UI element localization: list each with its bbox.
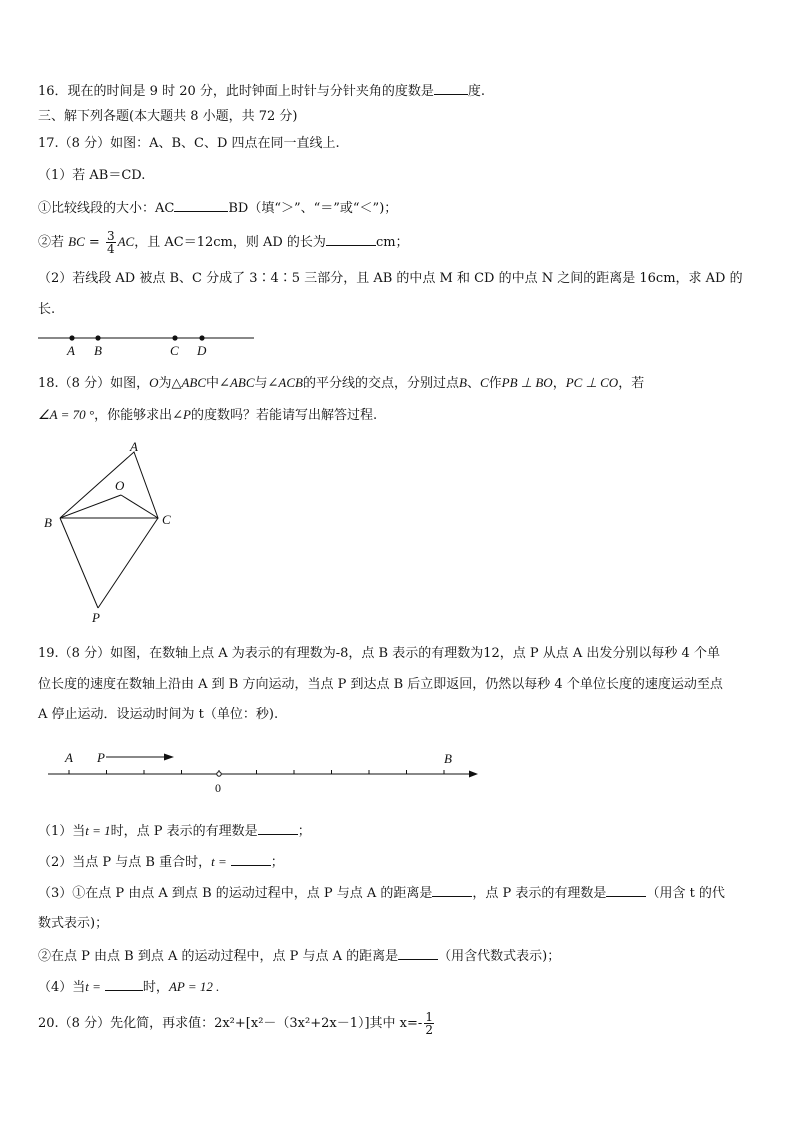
q17-part1b-text: ②若: [38, 235, 65, 250]
triangle-abc: [60, 452, 158, 518]
label-c: C: [170, 343, 179, 358]
segment-bo: [60, 495, 121, 518]
label-zero: 0: [215, 781, 221, 795]
point-b: [95, 335, 100, 340]
q19-s4-t: t =: [85, 979, 101, 994]
q19-s1-text: 时，点 P 表示的有理数是: [110, 824, 258, 839]
label-a: A: [67, 343, 75, 358]
q17-part1a-text: ①比较线段的大小：AC: [38, 201, 175, 216]
fraction-numerator: 1: [425, 1010, 433, 1024]
q19-s3b-text: ②在点 P 由点 B 到点 A 的运动过程中，点 P 与点 A 的距离是: [38, 949, 399, 964]
q19-s3a-text: （3）①在点 P 由点 A 到点 B 的运动过程中，点 P 与点 A 的距离是: [38, 886, 433, 901]
q19-s3a-text: （用含 t 的代: [646, 886, 725, 901]
answer-blank: [398, 947, 438, 960]
fraction-numerator: 3: [106, 229, 115, 243]
q18-text: 为△: [158, 376, 182, 391]
question-18-line2: [38, 406, 377, 425]
fraction-three-quarters: [106, 230, 116, 255]
segment-co: [121, 495, 158, 518]
q18-text: 18.（8 分）如图，: [38, 376, 150, 391]
q18-text: 的度数吗？若能请写出解答过程.: [190, 408, 378, 423]
fraction-one-half: [424, 1011, 434, 1036]
equals-sign: =: [88, 235, 100, 250]
q18-abc: ABC: [181, 375, 207, 390]
point-d: [199, 335, 204, 340]
question-19-line2: 位长度的速度在数轴上沿由 A 到 B 方向运动，当点 P 到达点 B 后立即返回，仍然以每秒 4 个单位长度的速度运动至点: [38, 677, 723, 692]
q19-s2-t: t =: [211, 854, 227, 869]
q19-sub3a-cont: 数式表示)；: [38, 916, 109, 931]
q17-part1a-text-end: BD（填“＞”、“＝”或“＜”)；: [228, 201, 398, 216]
question-20: [38, 1010, 436, 1038]
q19-s2-text: ；: [270, 855, 284, 870]
q17-line-figure: [36, 330, 258, 360]
answer-blank: [105, 978, 143, 991]
q19-s4-text: （4）当: [38, 980, 86, 995]
q18-text: ，: [552, 376, 566, 391]
q18-text: ，你能够求出∠: [94, 408, 183, 423]
question-16: [38, 82, 485, 101]
segment-cp: [98, 518, 158, 608]
q18-angle: ∠A = 70 °: [38, 407, 95, 422]
q18-text: 作: [488, 376, 502, 391]
q17-part1b-text-mid: ，且 AC＝12cm，则 AD 的长为: [134, 235, 326, 250]
answer-blank: [258, 822, 298, 835]
q17-part1a: [38, 199, 397, 218]
segment-bc: BC: [68, 234, 85, 249]
q18-p: P: [183, 407, 191, 422]
label-c: C: [162, 512, 171, 527]
label-p: P: [97, 750, 105, 765]
answer-blank: [231, 853, 271, 866]
segment-ac: AC: [117, 234, 135, 249]
label-d: D: [197, 343, 207, 358]
q16-text: 16．现在的时间是 9 时 20 分，此时钟面上时针与分针夹角的度数是: [38, 84, 434, 99]
q20-text: 20.（8 分）先化简，再求值：2x²+[x²－（3x²+2x－1）]其中 x=-: [38, 1016, 423, 1031]
point-c: [172, 335, 177, 340]
label-o: O: [115, 478, 125, 493]
origin-point: [217, 772, 221, 776]
point-a: [69, 335, 74, 340]
question-17-stem: 17.（8 分）如图：A、B、C、D 四点在同一直线上.: [38, 136, 340, 151]
label-a: A: [130, 439, 138, 454]
answer-blank: [434, 82, 468, 95]
q19-s2-text: （2）当点 P 与点 B 重合时，: [38, 855, 212, 870]
q17-part1: （1）若 AB＝CD.: [38, 168, 146, 183]
q17-part2-cont: 长.: [38, 302, 56, 317]
q19-s1-text: ；: [297, 824, 311, 839]
label-b: B: [94, 343, 102, 358]
q19-s3a-text: ，点 P 表示的有理数是: [472, 886, 607, 901]
q19-sub2: [38, 853, 284, 872]
q18-text: ，若: [618, 376, 645, 391]
q16-text-end: 度.: [467, 84, 486, 99]
segment-bp: [60, 518, 98, 608]
q18-abc: ABC: [229, 375, 255, 390]
answer-blank: [432, 884, 472, 897]
section-heading: 三、解下列各题(本大题共 8 小题，共 72 分): [38, 109, 298, 124]
axis-ticks: [69, 770, 444, 774]
q19-s1-text: （1）当: [38, 824, 86, 839]
q18-text: 中∠: [206, 376, 230, 391]
q18-text: 与∠: [254, 376, 279, 391]
motion-arrow-head-icon: [164, 754, 174, 761]
q19-s4-ap: AP = 12 .: [168, 979, 220, 994]
q18-o: O: [149, 375, 159, 390]
answer-blank: [174, 199, 228, 212]
answer-blank: [606, 884, 646, 897]
q18-pb-perp: PB ⊥ BO: [501, 375, 553, 390]
q19-sub4: [38, 978, 219, 997]
q19-s3b-text: （用含代数式表示)；: [438, 949, 561, 964]
q19-sub3a: [38, 884, 725, 903]
q18-acb: ACB: [278, 375, 303, 390]
q19-number-line: [44, 746, 484, 798]
question-19-line3: A 停止运动．设运动时间为 t（单位：秒).: [38, 707, 279, 722]
q17-part1b-text-end: cm；: [375, 235, 409, 250]
label-b: B: [44, 515, 52, 530]
q19-s4-text: 时，: [142, 980, 169, 995]
label-p: P: [92, 610, 100, 625]
answer-blank: [326, 233, 376, 246]
q19-sub1: [38, 822, 311, 841]
q18-pc-perp: PC ⊥ CO: [565, 375, 619, 390]
q17-part2: （2）若线段 AD 被点 B、C 分成了 3∶4∶5 三部分，且 AB 的中点 M 和 CD 的中点 N 之间的距离是 16cm，求 AD 的: [38, 271, 743, 286]
question-18-line1: [38, 374, 644, 393]
q19-sub3b: [38, 947, 560, 966]
q18-text: 、: [466, 376, 480, 391]
q17-part1b: [38, 228, 409, 257]
q18-b: B: [458, 375, 467, 390]
fraction-denominator: 4: [106, 242, 115, 256]
label-b: B: [444, 751, 452, 766]
question-19-line1: 19.（8 分）如图，在数轴上点 A 为表示的有理数为-8，点 B 表示的有理数为12，点 P 从点 A 出发分别以每秒 4 个单: [38, 646, 720, 661]
fraction-denominator: 2: [425, 1023, 433, 1037]
q18-c: C: [479, 375, 489, 390]
q18-text: 的平分线的交点，分别过点: [302, 376, 459, 391]
q18-triangle-figure: [38, 438, 188, 628]
axis-arrow-icon: [469, 771, 478, 778]
label-a: A: [65, 750, 73, 765]
q19-s1-t: t = 1: [85, 823, 111, 838]
